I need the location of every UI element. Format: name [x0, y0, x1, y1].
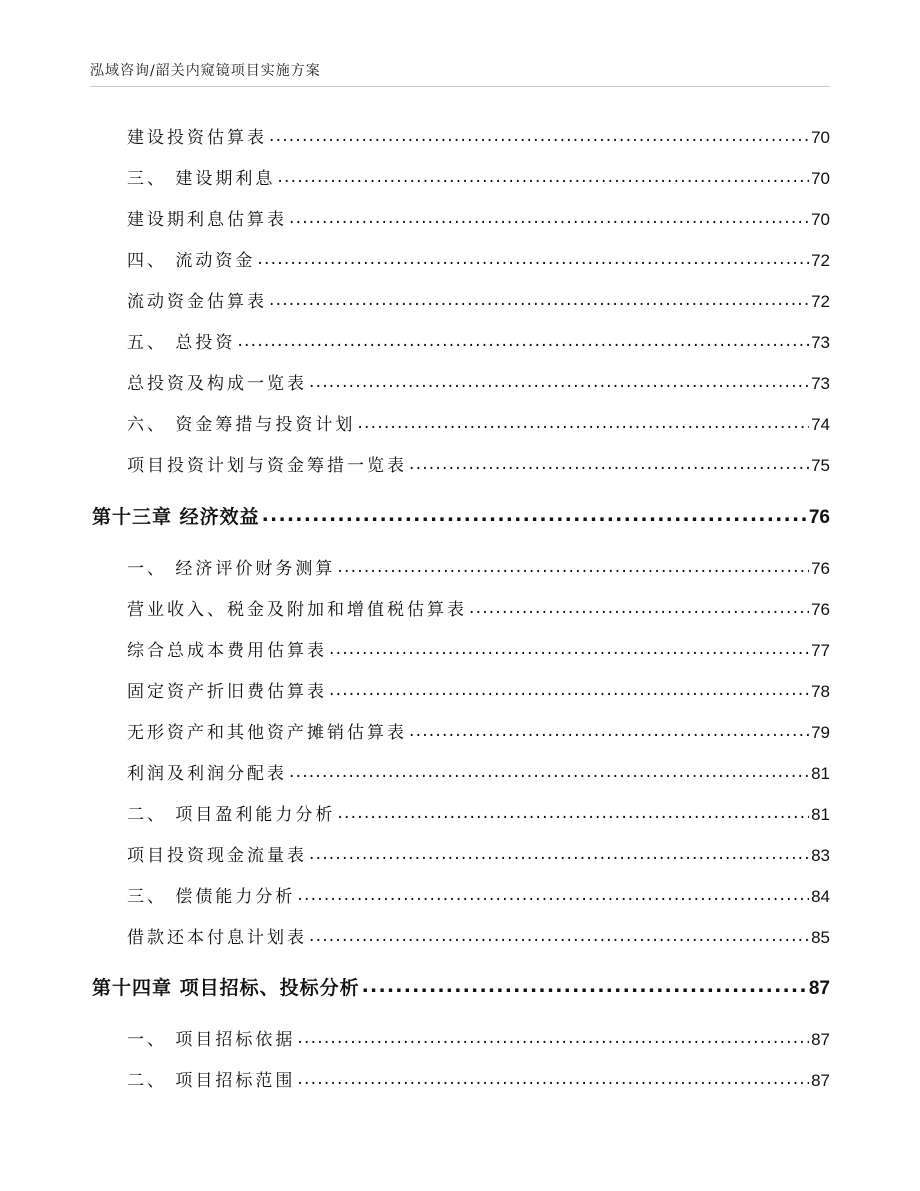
toc-leader-dots — [297, 1028, 809, 1048]
toc-entry-page: 70 — [811, 210, 830, 229]
toc-entry[interactable] — [127, 677, 830, 703]
toc-entry[interactable] — [127, 205, 830, 231]
toc-entry-page: 70 — [811, 128, 830, 147]
toc-chapter-page: 76 — [808, 507, 830, 528]
toc-leader-dots — [269, 290, 809, 310]
toc-leader-dots — [237, 331, 809, 351]
toc-entry-title: 五、 总投资 — [127, 333, 236, 353]
toc-entry-page: 70 — [811, 169, 830, 188]
toc-entry-title: 无形资产和其他资产摊销估算表 — [127, 723, 407, 743]
toc-entry[interactable] — [127, 123, 830, 149]
toc-entry-title: 建设投资估算表 — [127, 128, 267, 148]
toc-entry-page: 87 — [811, 1071, 830, 1090]
toc-leader-dots — [257, 249, 809, 269]
toc-leader-dots — [357, 413, 809, 433]
toc-leader-dots — [329, 680, 809, 700]
toc-leader-dots — [309, 844, 809, 864]
toc-entry-title: 流动资金估算表 — [127, 292, 267, 312]
toc-leader-dots — [289, 208, 809, 228]
toc-entry-title: 项目投资现金流量表 — [127, 846, 307, 866]
toc-entry[interactable] — [127, 636, 830, 662]
toc-chapter-title: 第十四章 项目招标、投标分析 — [92, 977, 360, 999]
toc-entry[interactable] — [127, 164, 830, 190]
toc-leader-dots — [309, 926, 809, 946]
toc-entry-title: 借款还本付息计划表 — [127, 928, 307, 948]
toc-entry-page: 74 — [811, 415, 830, 434]
toc-entry-page: 83 — [811, 846, 830, 865]
toc-chapter-entry[interactable] — [92, 973, 830, 999]
toc-leader-dots — [277, 167, 809, 187]
toc-leader-dots — [297, 885, 809, 905]
toc-entry-title: 三、 建设期利息 — [127, 169, 276, 189]
toc-entry[interactable] — [127, 410, 830, 436]
toc-entry-page: 81 — [811, 805, 830, 824]
toc-chapter-entry[interactable] — [92, 502, 830, 528]
header-divider — [90, 86, 830, 87]
toc-leader-dots — [409, 721, 809, 741]
toc-leader-dots — [269, 126, 809, 146]
toc-entry[interactable] — [127, 246, 830, 272]
toc-chapter-page: 87 — [808, 978, 830, 999]
toc-entry-title: 项目投资计划与资金筹措一览表 — [127, 456, 407, 476]
toc-entry-page: 85 — [811, 928, 830, 947]
toc-entry-title: 一、 项目招标依据 — [127, 1030, 296, 1050]
toc-entry-page: 77 — [811, 641, 830, 660]
toc-entry-page: 72 — [811, 251, 830, 270]
toc-entry[interactable] — [127, 882, 830, 908]
toc-entry-title: 固定资产折旧费估算表 — [127, 682, 327, 702]
toc-entry-page: 78 — [811, 682, 830, 701]
toc-leader-dots — [309, 372, 809, 392]
toc-leader-dots — [337, 803, 809, 823]
toc-entry-page: 87 — [811, 1030, 830, 1049]
toc-entry-title: 二、 项目招标范围 — [127, 1071, 296, 1091]
toc-entry-page: 76 — [811, 559, 830, 578]
toc-entry-page: 75 — [811, 456, 830, 475]
toc-entry[interactable] — [127, 718, 830, 744]
toc-entry-page: 72 — [811, 292, 830, 311]
toc-leader-dots — [469, 598, 809, 618]
toc-entry[interactable] — [127, 328, 830, 354]
toc-entry-title: 建设期利息估算表 — [127, 210, 287, 230]
toc-leader-dots — [337, 557, 809, 577]
toc-entry-title: 总投资及构成一览表 — [127, 374, 307, 394]
toc-entry-title: 六、 资金筹措与投资计划 — [127, 415, 356, 435]
toc-leader-dots — [329, 639, 809, 659]
toc-entry-title: 二、 项目盈利能力分析 — [127, 805, 336, 825]
toc-entry[interactable] — [127, 369, 830, 395]
toc-entry[interactable] — [127, 287, 830, 313]
toc-entry-page: 73 — [811, 374, 830, 393]
toc-entry[interactable] — [127, 1066, 830, 1092]
toc-leader-dots — [289, 762, 809, 782]
toc-leader-dots — [262, 504, 807, 526]
toc-entry[interactable] — [127, 554, 830, 580]
toc-leader-dots — [297, 1069, 809, 1089]
toc-entry[interactable] — [127, 841, 830, 867]
toc-entry-title: 四、 流动资金 — [127, 251, 256, 271]
toc-entry[interactable] — [127, 923, 830, 949]
toc-entry-title: 一、 经济评价财务测算 — [127, 559, 336, 579]
toc-entry[interactable] — [127, 451, 830, 477]
toc-entry-page: 73 — [811, 333, 830, 352]
toc-leader-dots — [362, 975, 807, 997]
toc-entry-title: 综合总成本费用估算表 — [127, 641, 327, 661]
page-header: 泓域咨询/韶关内窥镜项目实施方案 — [90, 63, 321, 79]
toc-entry-page: 81 — [811, 764, 830, 783]
toc-entry[interactable] — [127, 800, 830, 826]
toc-entry-title: 利润及利润分配表 — [127, 764, 287, 784]
toc-entry[interactable] — [127, 595, 830, 621]
toc-leader-dots — [409, 454, 809, 474]
toc-chapter-title: 第十三章 经济效益 — [92, 506, 260, 528]
toc-entry-page: 76 — [811, 600, 830, 619]
toc-entry-page: 84 — [811, 887, 830, 906]
toc-entry-title: 三、 偿债能力分析 — [127, 887, 296, 907]
toc-entry-title: 营业收入、税金及附加和增值税估算表 — [127, 600, 467, 620]
toc-entry-page: 79 — [811, 723, 830, 742]
toc-entry[interactable] — [127, 1025, 830, 1051]
toc-entry[interactable] — [127, 759, 830, 785]
